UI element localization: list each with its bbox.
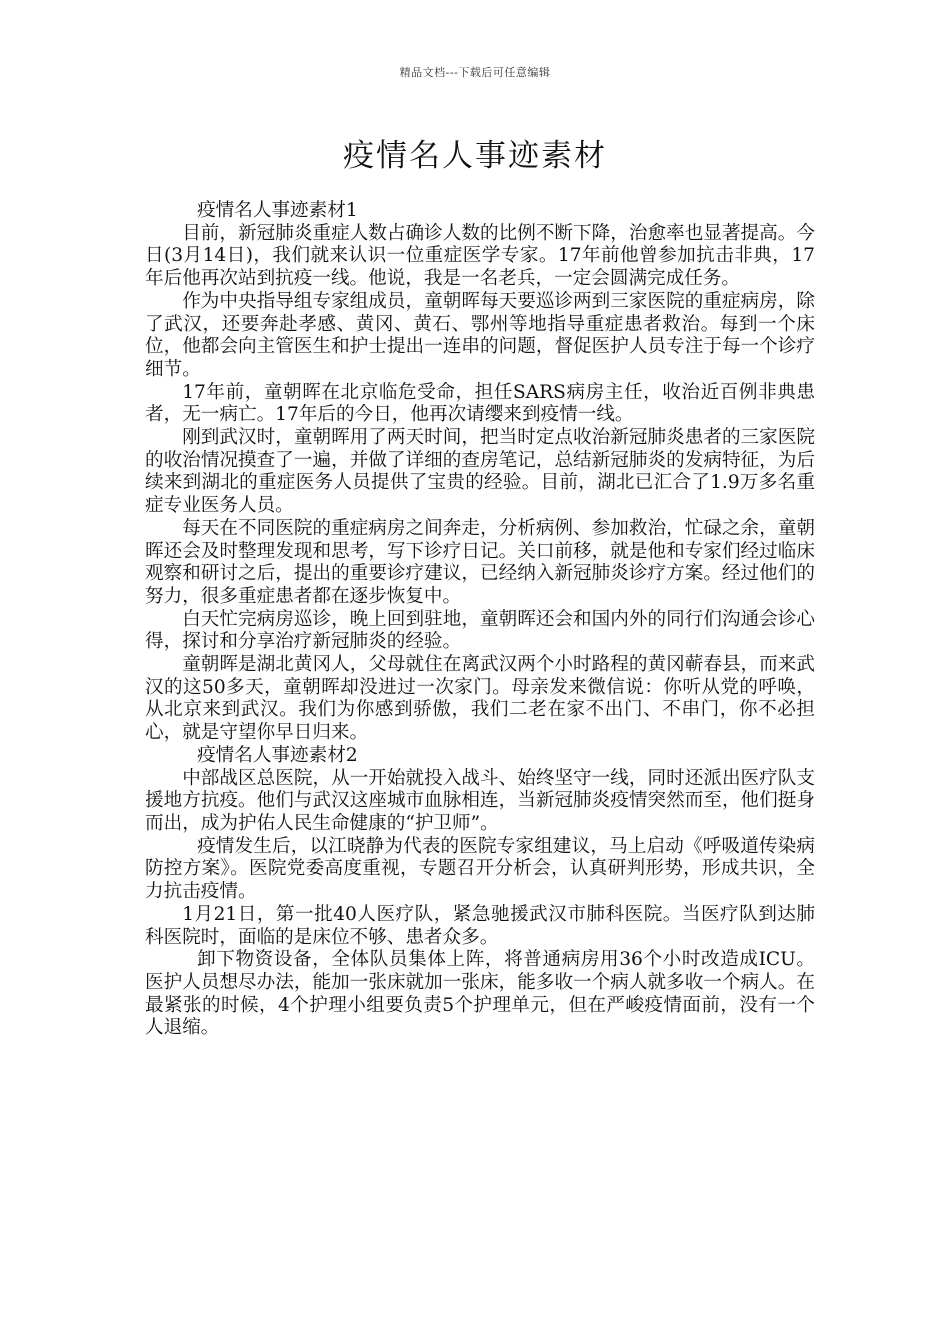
paragraph: 中部战区总医院，从一开始就投入战斗、始终坚守一线，同时还派出医疗队支援地方抗疫。他们与武汉这座城市血脉相连，当新冠肺炎疫情突然而至，他们挺身而出，成为护佑人民生命健康的“护卫师”。	[145, 767, 815, 834]
paragraph: 17年前，童朝晖在北京临危受命，担任SARS病房主任，收治近百例非典患者，无一病亡。17年后的今日，他再次请缨来到疫情一线。	[145, 381, 815, 426]
section-heading: 疫情名人事迹素材1	[197, 200, 358, 221]
section-heading: 卸下物资设备，全体队员集体上阵，将普通病房用36个小时改造成ICU。医护人员想尽办法，能加一张床就加一张床，能多收一个病人就多收一个病人。在最紧张的时候，4个护理小组要负责5个护理单元，但在严峻疫情面前，没有一个人退缩。	[145, 949, 815, 1039]
paragraph: 童朝晖是湖北黄冈人，父母就住在离武汉两个小时路程的黄冈蕲春县，而来武汉的这50多天，童朝晖却没进过一次家门。母亲发来微信说：你听从党的呼唤，从北京来到武汉。我们为你感到骄傲，我们二老在家不出门、不串门，你不必担心，就是守望你早日归来。	[145, 654, 815, 744]
paragraph: 作为中央指导组专家组成员，童朝晖每天要巡诊两到三家医院的重症病房，除了武汉，还要奔赴孝感、黄冈、黄石、鄂州等地指导重症患者救治。每到一个床位，他都会向主管医生和护士提出一连串的问题，督促医护人员专注于每一个诊疗细节。	[145, 290, 815, 380]
section-heading: 疫情名人事迹素材2	[197, 744, 358, 766]
paragraph: 每天在不同医院的重症病房之间奔走，分析病例、参加救治，忙碌之余，童朝晖还会及时整理发现和思考，写下诊疗日记。关口前移，就是他和专家们经过临床观察和研讨之后，提出的重要诊疗建议，已经纳入新冠肺炎诊疗方案。经过他们的努力，很多重症患者都在逐步恢复中。	[145, 517, 815, 607]
paragraph: 1月21日，第一批40人医疗队，紧急驰援武汉市肺科医院。当医疗队到达肺科医院时，面临的是床位不够、患者众多。	[145, 903, 815, 948]
paragraph: 白天忙完病房巡诊，晚上回到驻地，童朝晖还会和国内外的同行们沟通会诊心得，探讨和分享治疗新冠肺炎的经验。	[145, 608, 815, 653]
header-note: 精品文档---下载后可任意编辑	[399, 66, 551, 79]
section-heading: 疫情发生后，以江晓静为代表的医院专家组建议，马上启动《呼吸道传染病防控方案》。医院党委高度重视，专题召开分析会，认真研判形势，形成共识，全力抗击疫情。	[145, 835, 815, 903]
paragraph: 刚到武汉时，童朝晖用了两天时间，把当时定点收治新冠肺炎患者的三家医院的收治情况摸查了一遍，并做了详细的查房笔记，总结新冠肺炎的发病特征，为后续来到湖北的重症医务人员提供了宝贵的经验。目前，湖北已汇合了1.9万多名重症专业医务人员。	[145, 427, 815, 517]
document-title: 疫情名人事迹素材	[343, 138, 607, 174]
paragraph: 目前，新冠肺炎重症人数占确诊人数的比例不断下降，治愈率也显著提高。今日(3月14日)，我们就来认识一位重症医学专家。17年前他曾参加抗击非典，17年后他再次站到抗疫一线。他说，我是一名老兵，一定会圆满完成任务。	[145, 222, 815, 290]
document-body	[145, 200, 815, 1040]
